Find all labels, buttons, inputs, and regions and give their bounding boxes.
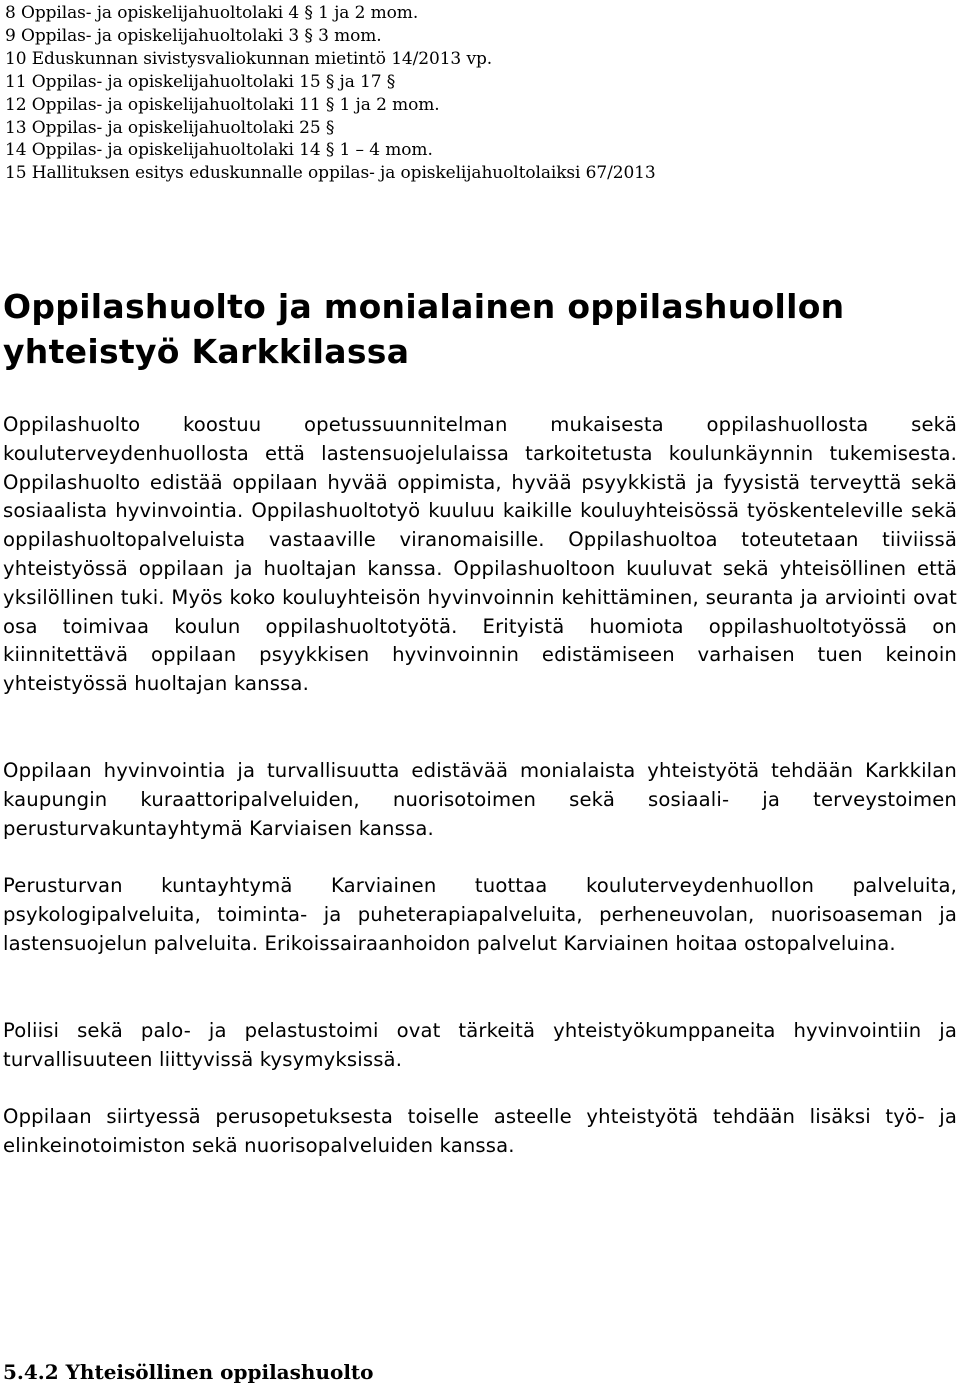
page-title [3,284,958,374]
footnote-9: 9 Oppilas- ja opiskelijahuoltolaki 3 § 3 mom. [5,25,382,46]
paragraph-monialainen-yhteistyo: Oppilaan hyvinvointia ja turvallisuutta edistävää monialaista yhteistyötä tehdään Karkkilan kaupungin kuraattoripalveluiden, nuorisotoimen sekä sosiaali- ja terveystoimen perusturvakuntayhtymä Karviaisen kanssa. [3,759,957,840]
footnotes [5,2,955,185]
footnote-12: 12 Oppilas- ja opiskelijahuoltolaki 11 § 1 ja 2 mom. [5,94,440,115]
paragraph-karviainen: Perusturvan kuntayhtymä Karviainen tuottaa kouluterveydenhuollon palveluita, psykologipalveluita, toiminta- ja puheterapiapalveluita, perheneuvolan, nuorisoaseman ja lastensuojelun palveluita. Erikoissairaanhoidon palvelut Karviainen hoitaa ostopalveluina. [3,874,957,955]
paragraph-toinen-aste: Oppilaan siirtyessä perusopetuksesta toiselle asteelle yhteistyötä tehdään lisäksi työ- ja elinkeinotoimiston sekä nuorisopalveluiden kanssa. [3,1105,957,1157]
paragraph-oppilashuolto: Oppilashuolto koostuu opetussuunnitelman mukaisesta oppilashuollosta sekä kouluterveydenhuollosta että lastensuojelulaissa tarkoitetusta koulunkäynnin tukemisesta. Oppilashuolto edistää oppilaan hyvää oppimista, hyvää psyykkistä ja fyysistä terveyttä sekä sosiaalista hyvinvointia. Oppilashuoltotyö kuuluu kaikille kouluyhteisössä työskenteleville sekä oppilashuoltopalveluista vastaaville viranomaisille. Oppilashuoltoa toteutetaan tiiviissä yhteistyössä oppilaan ja huoltajan kanssa. Oppilashuoltoon kuuluvat sekä yhteisöllinen että yksilöllinen tuki. Myös koko kouluyhteisön hyvinvoinnin kehittäminen, seuranta ja arviointi ovat osa toimivaa koulun oppilashuoltotyötä. Erityistä huomiota oppilashuoltotyössä on kiinnitettävä oppilaan psyykkisen hyvinvoinnin edistämiseen varhaisen tuen keinoin yhteistyössä huoltajan kanssa. [3,413,957,696]
footnote-13: 13 Oppilas- ja opiskelijahuoltolaki 25 § [5,117,335,138]
page-title-line-1: Oppilashuolto ja monialainen oppilashuollon [3,287,845,326]
page-title-line-2: yhteistyö Karkkilassa [3,332,410,371]
footnote-8: 8 Oppilas- ja opiskelijahuoltolaki 4 § 1 ja 2 mom. [5,3,419,23]
footnote-11: 11 Oppilas- ja opiskelijahuoltolaki 15 § ja 17 § [5,71,396,92]
footnote-14: 14 Oppilas- ja opiskelijahuoltolaki 14 § 1 – 4 mom. [5,140,433,161]
section-heading-5-4-2: 5.4.2 Yhteisöllinen oppilashuolto [3,1360,374,1384]
paragraph-poliisi: Poliisi sekä palo- ja pelastustoimi ovat tärkeitä yhteistyökumppaneita hyvinvointiin ja turvallisuuteen liittyvissä kysymyksissä. [3,1019,957,1071]
footnote-10: 10 Eduskunnan sivistysvaliokunnan mietintö 14/2013 vp. [5,48,493,69]
footnote-15: 15 Hallituksen esitys eduskunnalle oppilas- ja opiskelijahuoltolaiksi 67/2013 [5,163,656,184]
